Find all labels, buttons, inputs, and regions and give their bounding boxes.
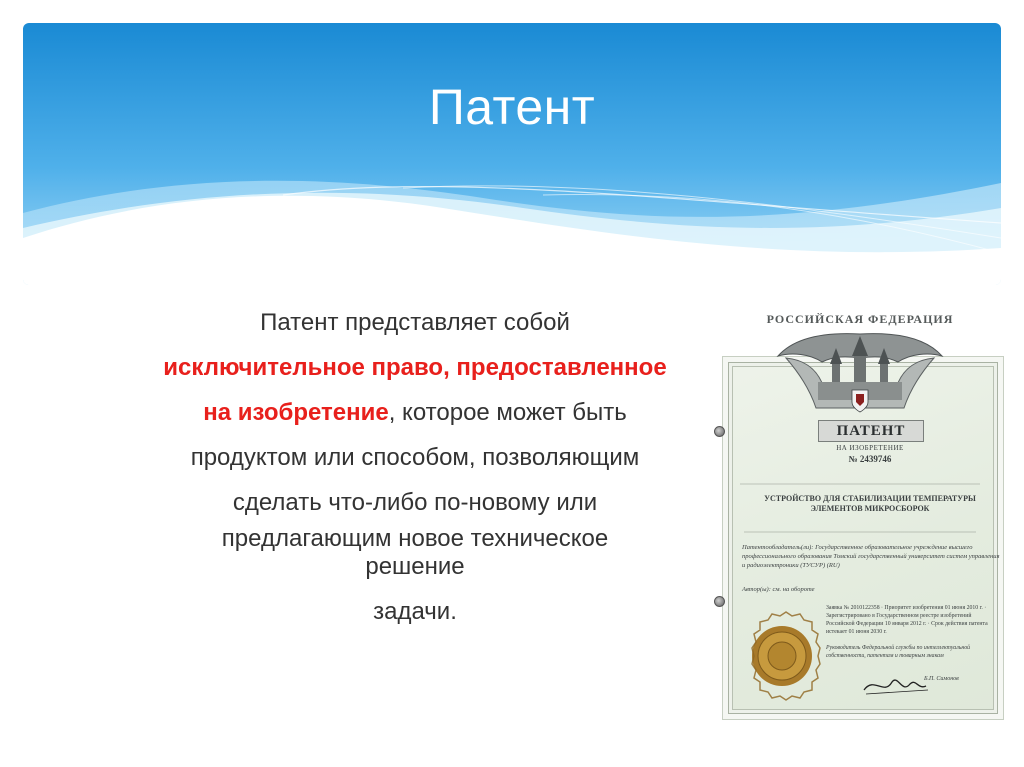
certificate-owner: Патентообладатель(ли): Государственное образовательное учреждение высшего профессионального образования Томский государственный университет систем управления и радиоэлектроники (ТУСУР) (RU) <box>742 544 1000 569</box>
header-band <box>23 23 1001 285</box>
text-line: сделать что-либо по-новому или <box>232 489 598 516</box>
text-line: продуктом или способом, позволяющим <box>190 444 640 471</box>
certificate-signer-name: Б.П. Симонов <box>924 676 959 682</box>
slide-title: Патент <box>428 79 596 135</box>
binder-ring-icon <box>714 426 725 437</box>
emphasis-text: исключительное право, предоставленное <box>163 354 667 381</box>
certificate-title: ПАТЕНТ <box>818 420 924 442</box>
certificate-authors: Автор(ы): см. на обороте <box>742 586 815 593</box>
text-line: решение <box>365 553 465 580</box>
certificate-signer: Руководитель Федеральной службы по интеллектуальной собственности, патентам и товарным знакам <box>826 645 971 659</box>
text-line: задачи. <box>373 598 457 625</box>
emphasis-text: на изобретение <box>203 399 389 426</box>
binder-ring-icon <box>714 596 725 607</box>
certificate-dates: Заявка № 2010122358 · Приоритет изобретения 01 июня 2010 г. · Зарегистрировано в Государственном реестре изобретений Российской Федерации 10 января 2012 г. · Срок действия патента истекает 01 июня 2030 г. <box>826 605 988 635</box>
certificate-header: РОССИЙСКАЯ ФЕДЕРАЦИЯ <box>766 312 954 326</box>
wave-background <box>23 23 1001 285</box>
text-line: Патент представляет собой <box>260 309 570 336</box>
patent-certificate-image <box>714 298 1006 718</box>
certificate-invention: УСТРОЙСТВО ДЛЯ СТАБИЛИЗАЦИИ ТЕМПЕРАТУРЫ ЭЛЕМЕНТОВ МИКРОСБОРОК <box>764 494 976 513</box>
text-line-emphasis <box>110 345 720 390</box>
text-line-mixed <box>110 390 720 435</box>
text-line: предлагающим новое техническое <box>221 525 609 552</box>
certificate-number: № 2439746 <box>848 454 892 464</box>
certificate-subtitle: НА ИЗОБРЕТЕНИЕ <box>836 444 904 452</box>
text-fragment: , которое может быть <box>388 399 627 426</box>
definition-text <box>110 300 720 634</box>
